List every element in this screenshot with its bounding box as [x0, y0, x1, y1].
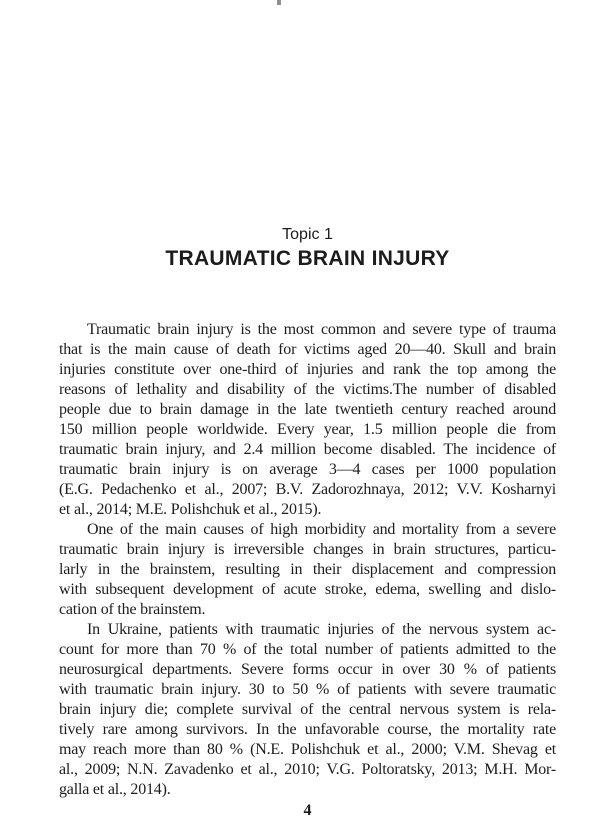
- body-line: brain injury die; complete survival of the central nervous system is rela-: [59, 701, 556, 718]
- topic-label: Topic 1: [282, 226, 333, 243]
- body-line: may reach more than 80 % (N.E. Polishchuk et al., 2000; V.M. Shevag et: [59, 741, 556, 758]
- body-line: In Ukraine, patients with traumatic injuries of the nervous system ac-: [87, 621, 556, 638]
- body-line: cation of the brainstem.: [59, 601, 206, 618]
- chapter-title: TRAUMATIC BRAIN INJURY: [165, 247, 450, 270]
- body-line: et al., 2014; M.E. Polishchuk et al., 2015).: [59, 501, 322, 518]
- chapter-heading: [59, 225, 556, 272]
- body-line: count for more than 70 % of the total number of patients admitted to the: [59, 641, 556, 658]
- body-line: people due to brain damage in the late twentieth century reached around: [59, 401, 556, 418]
- body-line: that is the main cause of death for victims aged 20—40. Skull and brain: [59, 341, 556, 358]
- body-line: neurosurgical departments. Severe forms occur in over 30 % of patients: [59, 661, 556, 678]
- body-line: al., 2009; N.N. Zavadenko et al., 2010; V.G. Poltoratsky, 2013; M.H. Mor-: [59, 761, 556, 778]
- body-line: tively rare among survivors. In the unfavorable course, the mortality rate: [59, 721, 556, 738]
- body-line: injuries constitute over one-third of injuries and rank the top among the: [59, 361, 556, 378]
- body-line: (E.G. Pedachenko et al., 2007; B.V. Zadorozhnaya, 2012; V.V. Kosharnyi: [59, 481, 556, 498]
- body-line: galla et al., 2014).: [59, 781, 171, 798]
- header-remnant-mark: [277, 0, 281, 5]
- body-line: with traumatic brain injury. 30 to 50 % of patients with severe traumatic: [59, 681, 556, 698]
- body-line: reasons of lethality and disability of the victims.The number of disabled: [59, 381, 556, 398]
- paragraph: [59, 620, 556, 800]
- body-line: Traumatic brain injury is the most common and severe type of trauma: [87, 321, 556, 338]
- page-number: 4: [303, 802, 312, 819]
- body-line: with subsequent development of acute stroke, edema, swelling and dislo-: [59, 581, 556, 598]
- body-line: larly in the brainstem, resulting in their displacement and compression: [59, 561, 556, 578]
- body-line: traumatic brain injury is irreversible changes in brain structures, particu-: [59, 541, 556, 558]
- body-line: traumatic brain injury is on average 3—4 cases per 1000 population: [59, 461, 556, 478]
- body-line: traumatic brain injury, and 2.4 million become disabled. The incidence of: [59, 441, 556, 458]
- paragraph: [59, 520, 556, 620]
- body-line: 150 million people worldwide. Every year, 1.5 million people die from: [59, 421, 556, 438]
- body-line: One of the main causes of high morbidity and mortality from a severe: [87, 521, 556, 538]
- body-text: [59, 320, 556, 800]
- paragraph: [59, 320, 556, 520]
